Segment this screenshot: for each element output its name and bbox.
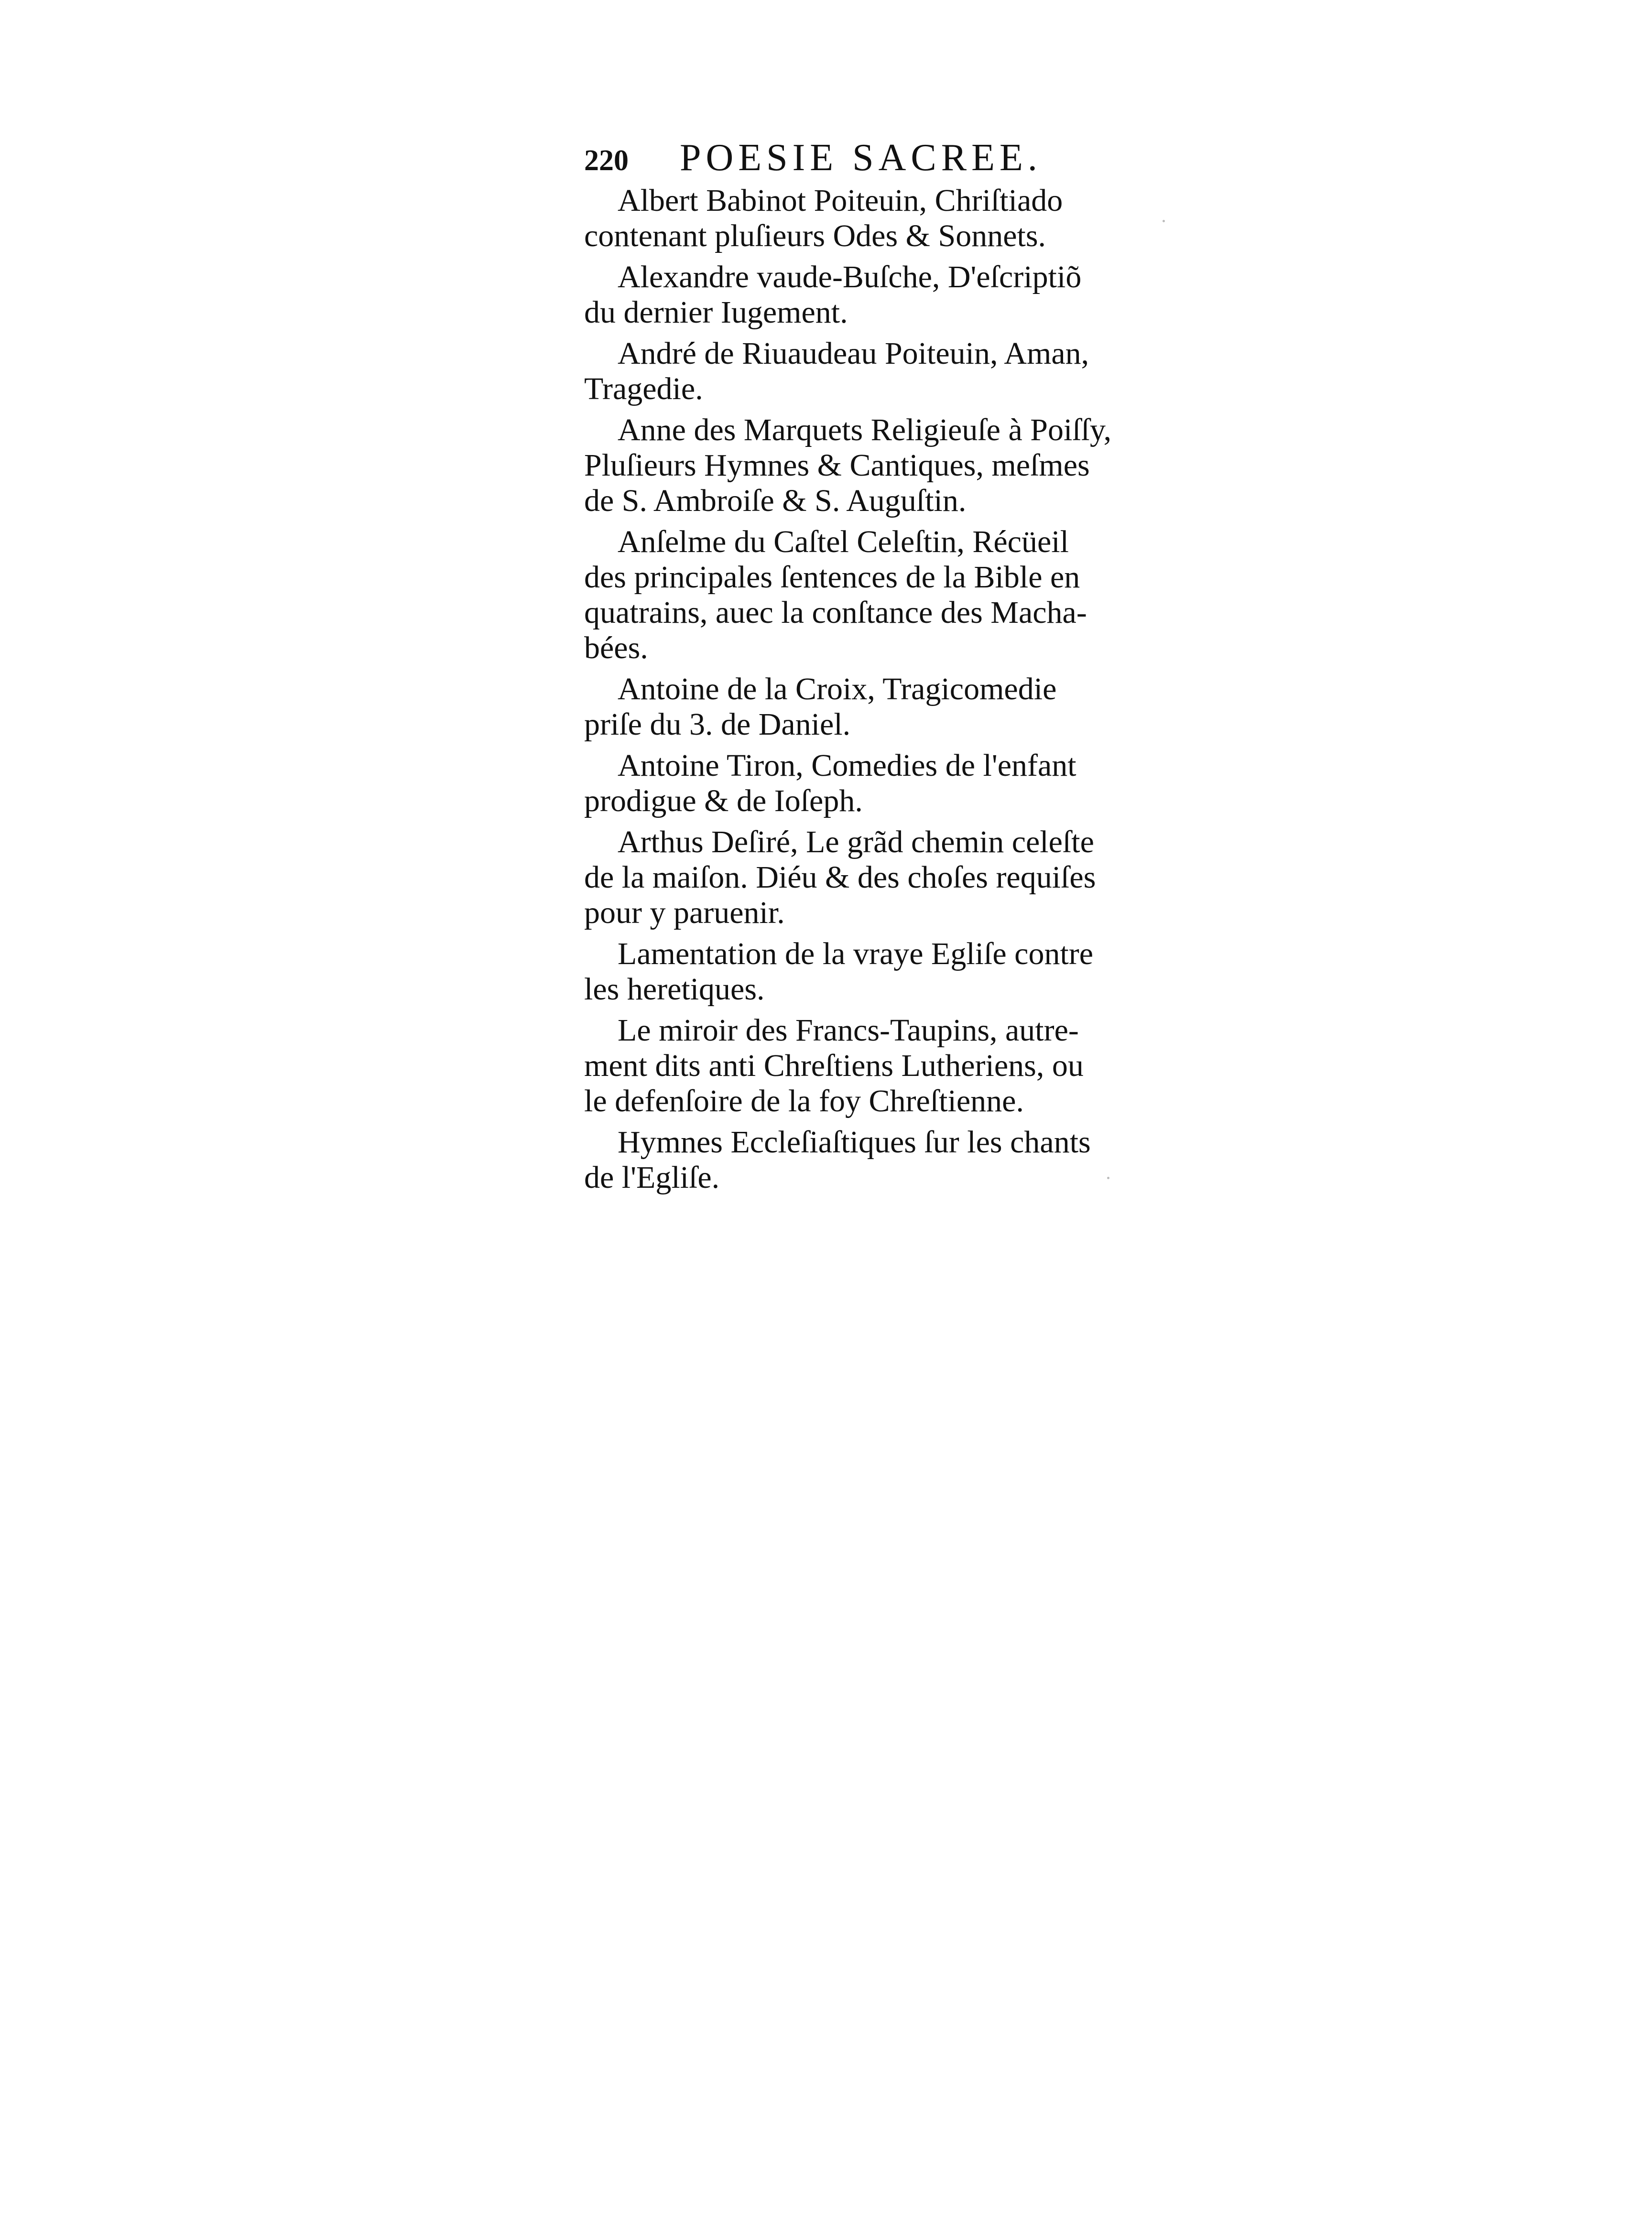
entry-line: pour y paruenir. (584, 895, 785, 930)
bibliography-entries (584, 183, 1129, 1195)
entry-line: priſe du 3. de Daniel. (584, 707, 851, 742)
entry-line: de S. Ambroiſe & S. Auguſtin. (584, 483, 967, 518)
entry-line: des principales ſentences de la Bible en (584, 560, 1080, 595)
list-item (584, 412, 1129, 519)
entry-line: Antoine de la Croix, Tragicomedie (618, 672, 1057, 706)
list-item (584, 260, 1129, 330)
entry-line: Le miroir des Francs-Taupins, autre- (618, 1013, 1079, 1048)
entry-line: Antoine Tiron, Comedies de l'enfant (618, 748, 1076, 783)
entry-line: Hymnes Eccleſiaſtiques ſur les chants (618, 1125, 1091, 1160)
entry-line: contenant pluſieurs Odes & Sonnets. (584, 218, 1046, 253)
entry-line: Tragedie. (584, 371, 703, 406)
paper-speck (1107, 1177, 1109, 1179)
list-item (584, 672, 1129, 742)
entry-line: Pluſieurs Hymnes & Cantiques, meſmes (584, 448, 1090, 483)
entry-line: Anne des Marquets Religieuſe à Poiſſy, (618, 412, 1112, 447)
page-number: 220 (584, 144, 629, 177)
entry-line: Alexandre vaude-Buſche, D'eſcriptiõ (618, 260, 1082, 294)
entry-line: les heretiques. (584, 972, 765, 1007)
page-title: POESIE SACREE. (680, 137, 1042, 179)
list-item (584, 183, 1129, 254)
entry-line: de l'Egliſe. (584, 1160, 720, 1195)
text-column (584, 136, 1129, 1201)
entry-line: le defenſoire de la foy Chreſtienne. (584, 1084, 1024, 1118)
list-item (584, 336, 1129, 407)
list-item (584, 936, 1129, 1007)
entry-line: Lamentation de la vraye Egliſe contre (618, 936, 1094, 971)
entry-line: ment dits anti Chreſtiens Lutheriens, ou (584, 1048, 1084, 1083)
entry-line: Albert Babinot Poiteuin, Chriſtiado (618, 183, 1063, 218)
list-item (584, 1125, 1129, 1195)
entry-line: Arthus Deſiré, Le grãd chemin celeſte (618, 825, 1094, 859)
list-item (584, 748, 1129, 819)
list-item (584, 524, 1129, 666)
list-item (584, 825, 1129, 931)
entry-line: prodigue & de Ioſeph. (584, 783, 863, 818)
entry-line: du dernier Iugement. (584, 295, 848, 330)
list-item (584, 1013, 1129, 1119)
entry-line: André de Riuaudeau Poiteuin, Aman, (618, 336, 1089, 371)
running-head (584, 136, 1129, 180)
entry-line: quatrains, auec la conſtance des Macha- (584, 595, 1087, 630)
entry-line: Anſelme du Caſtel Celeſtin, Récüeil (618, 524, 1069, 559)
entry-line: de la maiſon. Diéu & des choſes requiſes (584, 860, 1096, 895)
paper-speck (1163, 220, 1165, 222)
entry-line: bées. (584, 630, 648, 665)
